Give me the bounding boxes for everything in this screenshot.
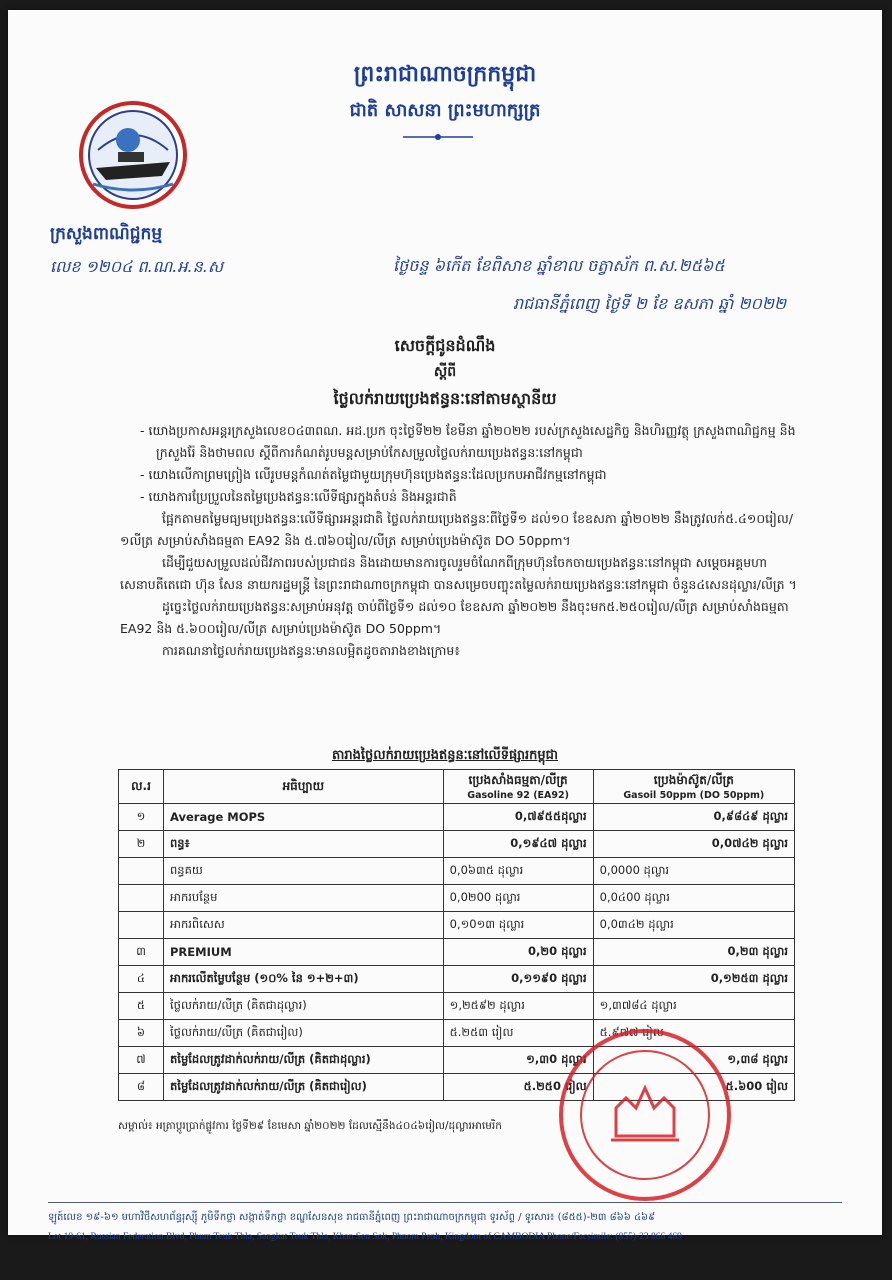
table-row bbox=[119, 912, 795, 939]
gasoline-value: ៥.២៥0 រៀល bbox=[443, 1074, 593, 1101]
gasoline-value: ១,៣0 ដុល្លារ bbox=[443, 1047, 593, 1074]
column-header-no: ល.រ bbox=[119, 770, 164, 804]
row-number: ៥ bbox=[119, 993, 164, 1020]
gasoline-value: ៥.២៥៣ រៀល bbox=[443, 1020, 593, 1047]
row-description: ថ្លៃលក់រាយ/លីត្រ (គិតជាដុល្លារ) bbox=[164, 993, 444, 1020]
row-number: ២ bbox=[119, 831, 164, 858]
diesel-value: 0,0000 ដុល្លារ bbox=[593, 858, 794, 885]
ministry-name: ក្រសួងពាណិជ្ជកម្ម bbox=[50, 224, 163, 244]
table-row bbox=[119, 831, 795, 858]
column-header-gasoline: ប្រេងសាំងធម្មតា/លីត្រ Gasoline 92 (EA92) bbox=[443, 770, 593, 804]
gasoline-value: 0,១៩៤៧ ដុល្លារ bbox=[443, 831, 593, 858]
column-header-description: អធិប្បាយ bbox=[164, 770, 444, 804]
column-header-diesel: ប្រេងម៉ាស៊ូត/លីត្រ Gasoil 50ppm (DO 50ppm) bbox=[593, 770, 794, 804]
ministry-logo bbox=[78, 100, 188, 210]
diesel-value: ១,៣៨ ដុល្លារ bbox=[593, 1047, 794, 1074]
row-description: អាករបន្ថែម bbox=[164, 885, 444, 912]
reference-bullet: - យោងប្រកាសអន្តរក្រសួងលេខ០៤៣ពណ. អដ.ប្រក ចុះថ្ងៃទី២២ ខែមីនា ឆ្នាំ២០២២ របស់ក្រសួងសេដ្ឋកិច្ច និងហិរញ្ញវត្ថុ ក្រសួងពាណិជ្ជកម្ម និងក្រសួងរ៉ែ និងថាមពល ស្តីពីការកំណត់រូបមន្តសម្រាប់កែសម្រួលថ្លៃលក់រាយប្រេងឥន្ធនៈនៅកម្ពុជា bbox=[140, 423, 796, 460]
gasoline-value: ១,២៥៩២ ដុល្លារ bbox=[443, 993, 593, 1020]
row-number: ៦ bbox=[119, 1020, 164, 1047]
row-number: ៧ bbox=[119, 1047, 164, 1074]
body-paragraph: ផ្អែកតាមតម្លៃមធ្យមប្រេងឥន្ធនៈលើទីផ្សារអន្តរជាតិ ថ្លៃលក់រាយប្រេងឥន្ធនៈពីថ្ងៃទី១ ដល់១០ ខែឧសភា ឆ្នាំ២០២២ នឹងត្រូវលក់៥.៤១០រៀល/១លីត្រ សម្រាប់សាំងធម្មតា EA92 និង ៥.៧៦០រៀល/លីត្រ សម្រាប់ប្រេងម៉ាស៊ូត DO 50ppm។ bbox=[120, 511, 793, 548]
footer-address-english: Lot 19-61, Russian Federation Blvd, Phum Teuk Thla, Sangkat Teuk Thla, Khan Sen Sok, Phnom Penh, Kingdom of CAMBODIA Phone/Facsimile: (855)-23 866 469 bbox=[48, 1232, 682, 1242]
notice-subject: ថ្លៃលក់រាយប្រេងឥន្ធនៈនៅតាមស្ថានីយ bbox=[333, 389, 557, 408]
diesel-value: 0,២៣ ដុល្លារ bbox=[593, 939, 794, 966]
solar-date: រាជធានីភ្នំពេញ ថ្ងៃទី ២ ខែ ឧសភា ឆ្នាំ ២០២២ bbox=[513, 294, 787, 313]
gasoline-value: 0,១0១៣ ដុល្លារ bbox=[443, 912, 593, 939]
body-paragraph: ដើម្បីជួយសម្រួលដល់ជីវភាពរបស់ប្រជាជន និងដោយមានការចូលរួមចំណែកពីក្រុមហ៊ុនចែកចាយប្រេងឥន្ធនៈនៅកម្ពុជា សម្តេចអគ្គមហាសេនាបតីតេជោ ហ៊ុន សែន នាយករដ្ឋមន្ត្រី នៃព្រះរាជាណាចក្រកម្ពុជា បានសម្រេចបញ្ចុះតម្លៃលក់រាយប្រេងឥន្ធនៈនៅកម្ពុជា ចំនួន៤សេនដុល្លារ/លីត្រ ។ bbox=[120, 555, 797, 592]
row-number bbox=[119, 885, 164, 912]
notice-title: សេចក្តីជូនដំណឹង bbox=[394, 336, 496, 355]
diesel-value: ១,៣៧៨៤ ដុល្លារ bbox=[593, 993, 794, 1020]
row-description: Average MOPS bbox=[164, 804, 444, 831]
notice-body bbox=[120, 420, 808, 662]
row-number: ៨ bbox=[119, 1074, 164, 1101]
row-description: អាករពិសេស bbox=[164, 912, 444, 939]
gasoline-value: 0,0៦៣៥ ដុល្លារ bbox=[443, 858, 593, 885]
row-number: ៤ bbox=[119, 966, 164, 993]
official-seal bbox=[556, 1026, 734, 1204]
notice-about: ស្តីពី bbox=[433, 364, 457, 380]
table-row bbox=[119, 993, 795, 1020]
gasoline-value: 0,៧៩៥៥ដុល្លារ bbox=[443, 804, 593, 831]
row-number: ៣ bbox=[119, 939, 164, 966]
row-description: ពន្ធគយ bbox=[164, 858, 444, 885]
table-title: តារាងថ្លៃលក់រាយប្រេងឥន្ធនៈនៅលើទីផ្សារកម្ពុជា bbox=[331, 748, 559, 763]
table-row bbox=[119, 885, 795, 912]
gasoline-value: 0,0២00 ដុល្លារ bbox=[443, 885, 593, 912]
row-number bbox=[119, 912, 164, 939]
reference-bullet: - យោងលើកាព្រមព្រៀង លើរូបមន្តកំណត់តម្លៃជាមួយក្រុមហ៊ុនប្រេងឥន្ធនៈដែលប្រកបអាជីវកម្មនៅកម្ពុជា bbox=[140, 467, 607, 482]
table-row bbox=[119, 939, 795, 966]
lunar-date: ថ្ងៃចន្ទ ៦កើត ខែពិសាខ ឆ្នាំខាល ចត្វាស័ក ព.ស.២៥៦៥ bbox=[393, 256, 725, 275]
diesel-value: ៥.៩៧៧ រៀល bbox=[593, 1020, 794, 1047]
diesel-value: 0,១២៥៣ ដុល្លារ bbox=[593, 966, 794, 993]
reference-number: លេខ ១២០៤ ព.ណ.អ.ន.ស bbox=[50, 257, 224, 276]
body-paragraph: ការគណនាថ្លៃលក់រាយប្រេងឥន្ធនៈមានលម្អិតដូចតារាងខាងក្រោម៖ bbox=[162, 643, 460, 658]
row-number: ១ bbox=[119, 804, 164, 831]
row-description: អាករលើតម្លៃបន្ថែម (១០% នៃ ១+២+៣) bbox=[164, 966, 444, 993]
gasoline-value: 0,២0 ដុល្លារ bbox=[443, 939, 593, 966]
diesel-value: 0,0៧៤២ ដុល្លារ bbox=[593, 831, 794, 858]
footer-divider bbox=[48, 1202, 842, 1203]
diesel-value: 0,0៤00 ដុល្លារ bbox=[593, 885, 794, 912]
row-description: ពន្ធ៖ bbox=[164, 831, 444, 858]
table-row bbox=[119, 858, 795, 885]
body-paragraph: ដូច្នេះថ្លៃលក់រាយប្រេងឥន្ធនៈសម្រាប់អនុវត្ត ចាប់ពីថ្ងៃទី១ ដល់១០ ខែឧសភា ឆ្នាំ២០២២ នឹងចុះមក៥.២៥០រៀល/លីត្រ សម្រាប់សាំងធម្មតា EA92 និង ៥.៦០០រៀល/លីត្រ សម្រាប់ប្រេងម៉ាស៊ូត DO 50ppm។ bbox=[120, 599, 789, 636]
national-motto: ជាតិ សាសនា ព្រះមហាក្សត្រ bbox=[349, 100, 541, 121]
diesel-value: 0,0៣៤២ ដុល្លារ bbox=[593, 912, 794, 939]
exchange-rate-note: សម្គាល់៖ អត្រាប្តូរប្រាក់ផ្លូវការ ថ្ងៃទី២៩ ខែមេសា ឆ្នាំ២០២២ ដែលស្មើនឹង៤០៤៦រៀល/ដុល្លារអាមេរិក bbox=[118, 1120, 502, 1132]
row-description: PREMIUM bbox=[164, 939, 444, 966]
row-number bbox=[119, 858, 164, 885]
row-description: តម្លៃដែលត្រូវដាក់លក់រាយ/លីត្រ (គិតជារៀល) bbox=[164, 1074, 444, 1101]
footer-address-khmer: ឡូត៍លេខ ១៩-៦១ មហាវិថីសហព័ន្ធរុស្ស៊ី ភូមិទឹកថ្លា សង្កាត់ទឹកថ្លា ខណ្ឌសែនសុខ រាជធានីភ្នំពេញ ព្រះរាជាណាចក្រកម្ពុជា ទូរស័ព្ទ / ទូរសារ៖ (៨៥៥)-២៣ ៨៦៦ ៤៦៩ bbox=[48, 1212, 656, 1223]
document-page bbox=[8, 10, 882, 1242]
reference-bullet: - យោងការប្រែប្រួលនៃតម្លៃប្រេងឥន្ធនៈលើទីផ្សារក្នុងតំបន់ និងអន្តរជាតិ bbox=[140, 489, 457, 504]
row-description: តម្លៃដែលត្រូវដាក់លក់រាយ/លីត្រ (គិតជាដុល្លារ) bbox=[164, 1047, 444, 1074]
table-row bbox=[119, 966, 795, 993]
diesel-value: 0,៩៨៤៩ ដុល្លារ bbox=[593, 804, 794, 831]
diesel-value: ៥.៦00 រៀល bbox=[593, 1074, 794, 1101]
table-header-row bbox=[119, 770, 795, 804]
gasoline-value: 0,១១៩0 ដុល្លារ bbox=[443, 966, 593, 993]
table-row bbox=[119, 804, 795, 831]
ornament-divider bbox=[403, 132, 473, 142]
kingdom-heading: ព្រះរាជាណាចក្រកម្ពុជា bbox=[353, 62, 537, 87]
row-description: ថ្លៃលក់រាយ/លីត្រ (គិតជារៀល) bbox=[164, 1020, 444, 1047]
